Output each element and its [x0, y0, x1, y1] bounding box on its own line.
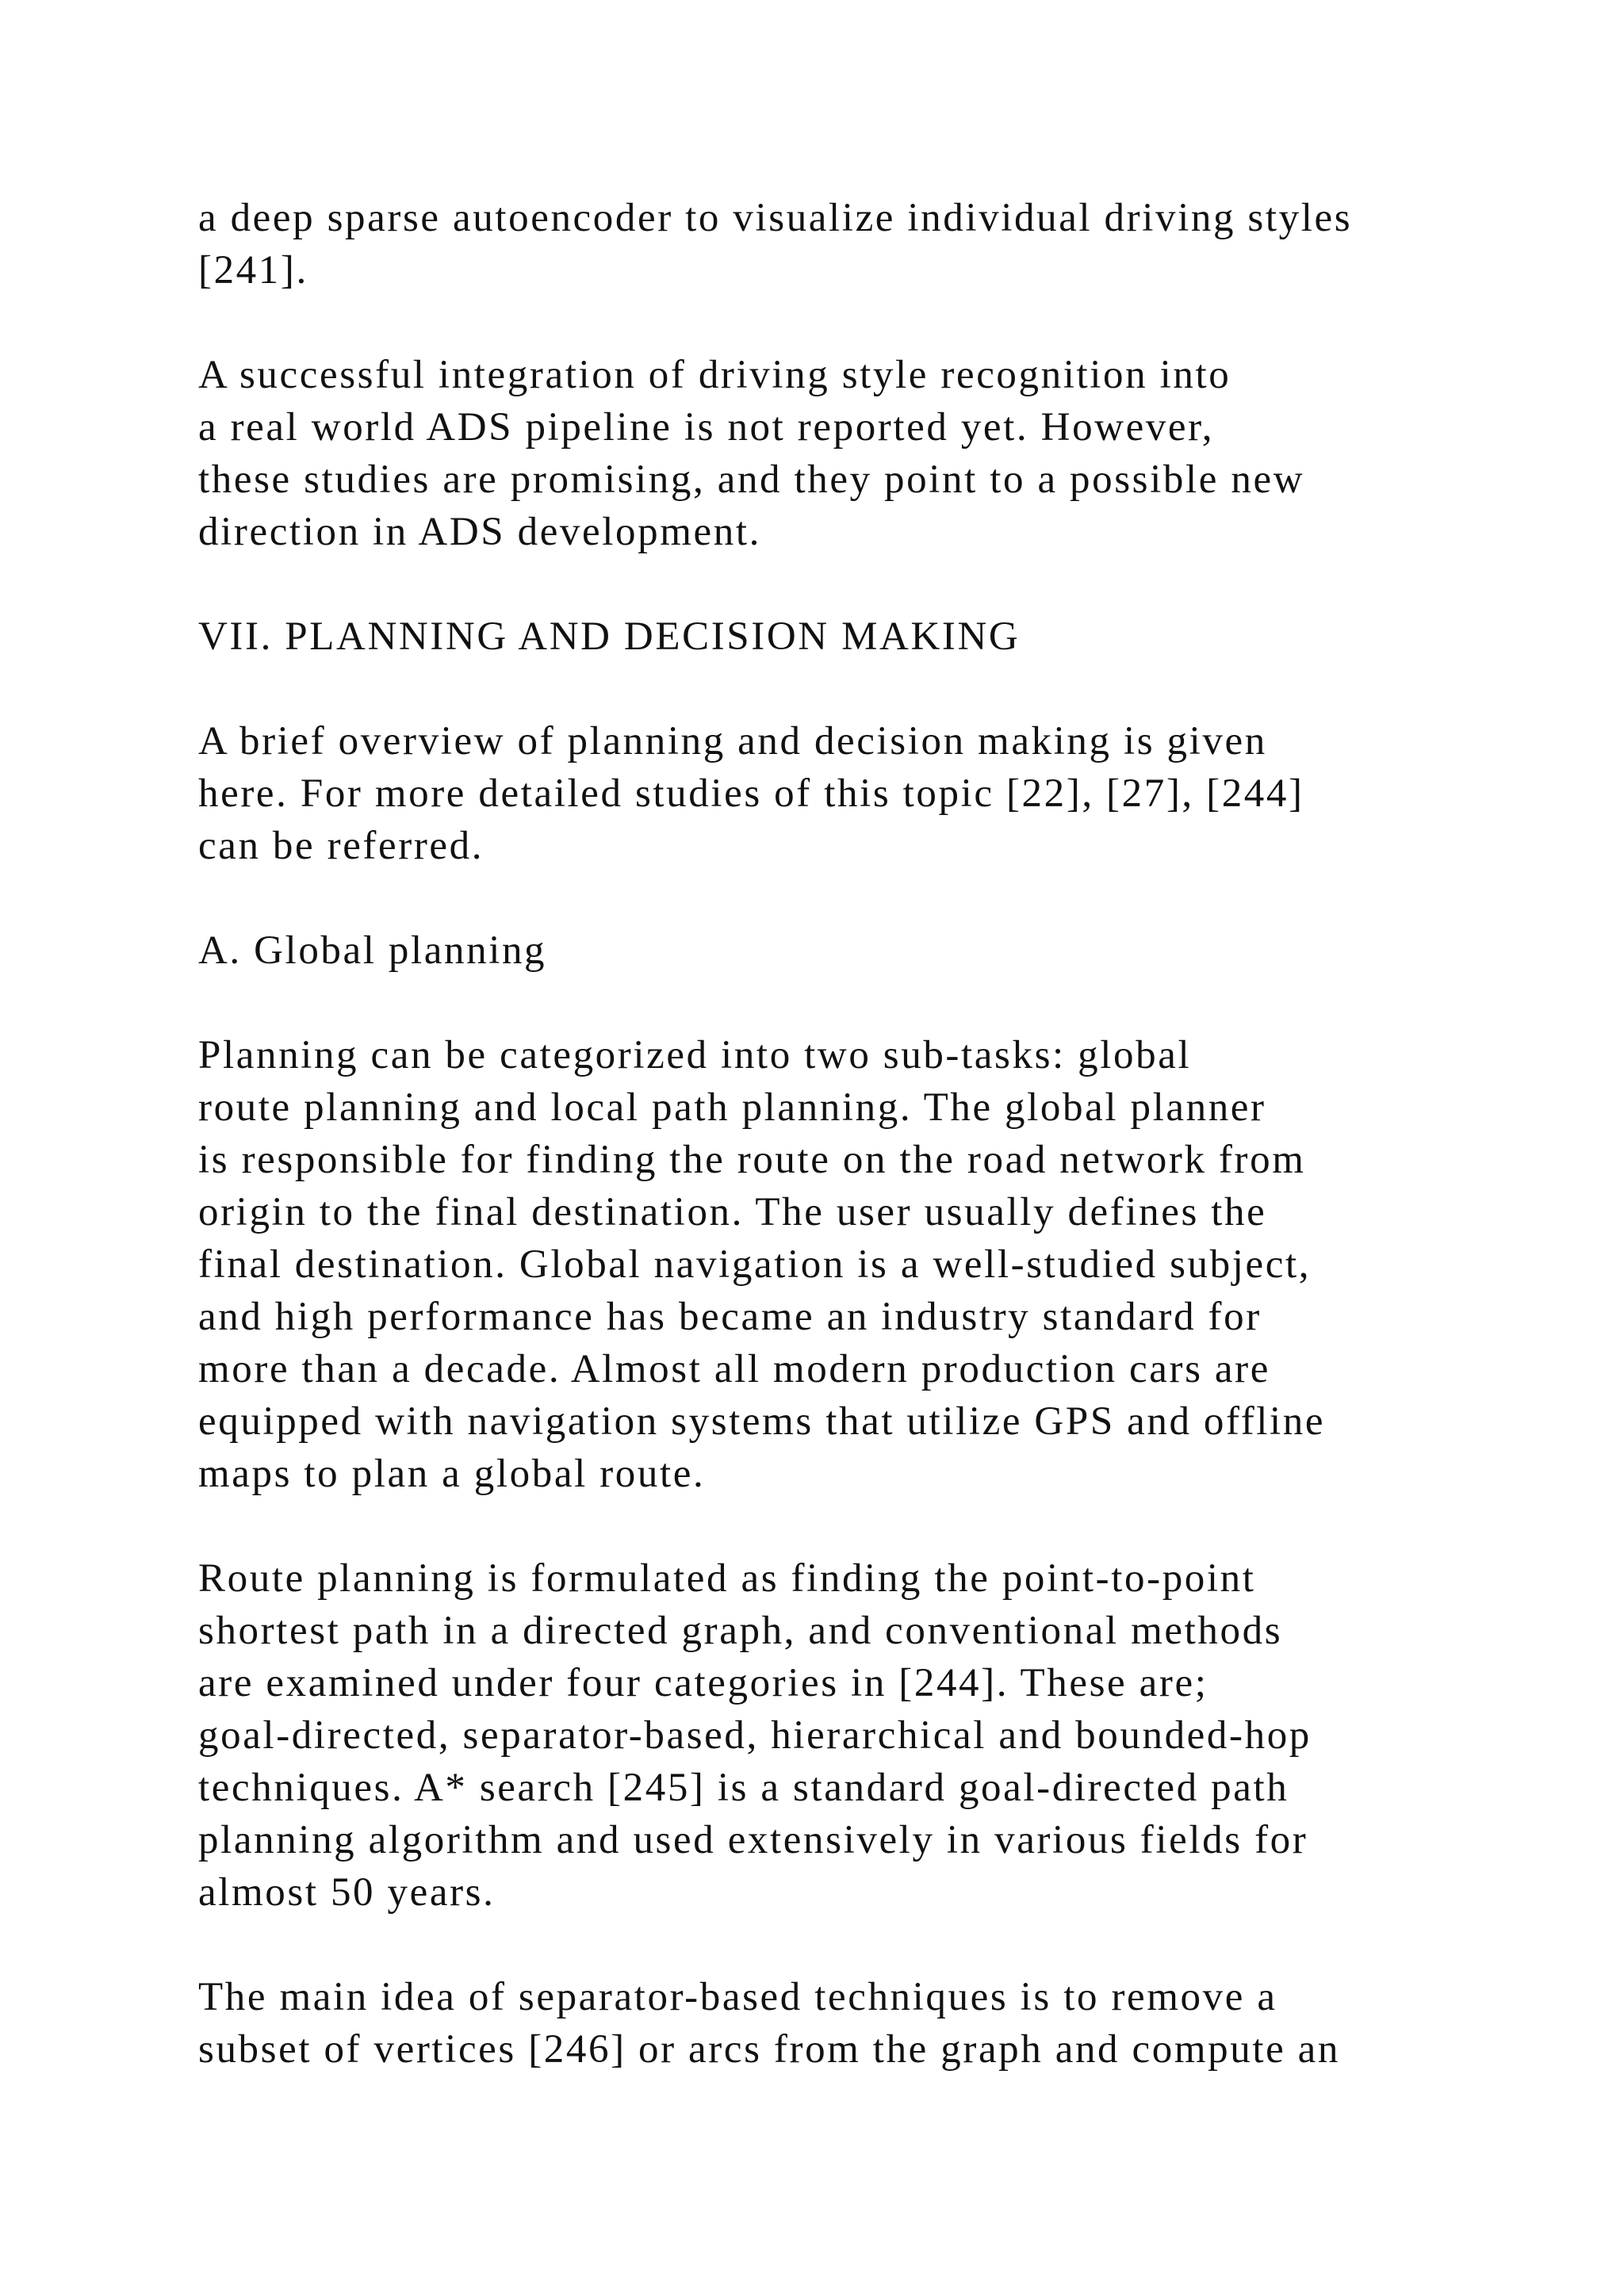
text-line: goal-directed, separator-based, hierarchical and bounded-hop	[198, 1713, 1312, 1758]
text-line: here. For more detailed studies of this topic [22], [27], [244]	[198, 771, 1304, 816]
paragraph-planning-overview	[198, 715, 1483, 872]
text-line: and high performance has became an industry standard for	[198, 1295, 1262, 1339]
text-line: origin to the final destination. The user usually defines the	[198, 1190, 1267, 1234]
text-line: a deep sparse autoencoder to visualize individual driving styles	[198, 196, 1353, 240]
text-line: A successful integration of driving style recognition into	[198, 353, 1231, 397]
paragraph-gap	[198, 663, 1483, 715]
text-line: Route planning is formulated as finding the point-to-point	[198, 1556, 1256, 1601]
paragraph-driving-style-integration	[198, 349, 1483, 558]
text-line: techniques. A* search [245] is a standard goal-directed path	[198, 1766, 1289, 1810]
text-line: almost 50 years.	[198, 1870, 496, 1915]
paragraph-gap	[198, 872, 1483, 924]
paragraph-separator-based	[198, 1971, 1483, 2076]
text-line: equipped with navigation systems that utilize GPS and offline	[198, 1399, 1326, 1444]
text-line: maps to plan a global route.	[198, 1452, 706, 1496]
paragraph-gap	[198, 1919, 1483, 1971]
text-line: are examined under four categories in [244]. These are;	[198, 1661, 1208, 1705]
paragraph-gap	[198, 1500, 1483, 1552]
text-line: shortest path in a directed graph, and conventional methods	[198, 1609, 1283, 1653]
subsection-heading-global-planning	[198, 924, 1483, 977]
text-line: route planning and local path planning. The global planner	[198, 1085, 1266, 1130]
paragraph-route-planning	[198, 1552, 1483, 1919]
document-page	[198, 192, 1483, 2076]
text-line: more than a decade. Almost all modern production cars are	[198, 1347, 1270, 1391]
paragraph-gap	[198, 297, 1483, 349]
text-line: subset of vertices [246] or arcs from the graph and compute an	[198, 2027, 1341, 2072]
heading-text: A. Global planning	[198, 928, 547, 973]
paragraph-gap	[198, 977, 1483, 1029]
paragraph-driving-style-autoencoder	[198, 192, 1483, 297]
heading-text: VII. PLANNING AND DECISION MAKING	[198, 614, 1021, 659]
text-line: is responsible for finding the route on the road network from	[198, 1138, 1306, 1182]
text-line: direction in ADS development.	[198, 510, 761, 554]
text-line: Planning can be categorized into two sub-tasks: global	[198, 1033, 1192, 1077]
text-line: [241].	[198, 248, 308, 293]
text-line: planning algorithm and used extensively in various fields for	[198, 1818, 1308, 1862]
paragraph-planning-subtasks	[198, 1029, 1483, 1500]
text-line: A brief overview of planning and decision making is given	[198, 719, 1267, 763]
text-line: these studies are promising, and they point to a possible new	[198, 457, 1305, 502]
text-line: The main idea of separator-based techniques is to remove a	[198, 1975, 1277, 2019]
text-line: final destination. Global navigation is a well-studied subject,	[198, 1242, 1312, 1287]
section-heading-planning-decision-making	[198, 610, 1483, 663]
text-line: can be referred.	[198, 824, 485, 868]
text-line: a real world ADS pipeline is not reported yet. However,	[198, 405, 1215, 450]
paragraph-gap	[198, 558, 1483, 610]
